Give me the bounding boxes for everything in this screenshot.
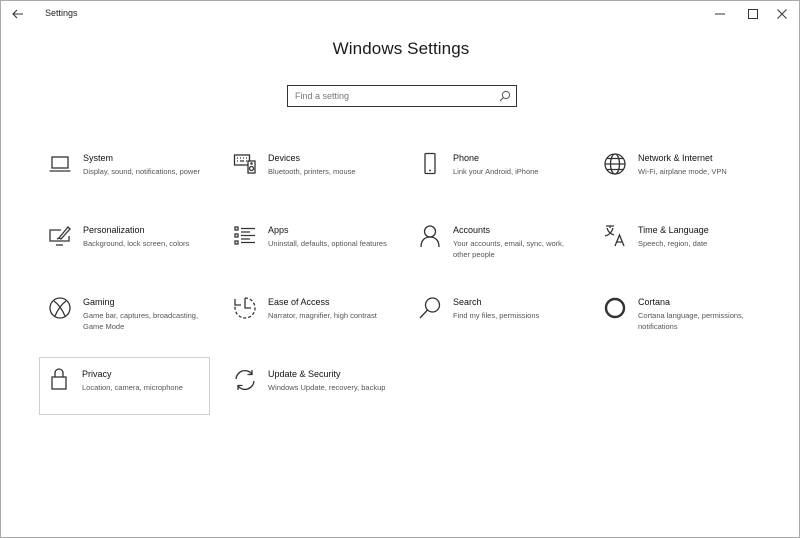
tile-title: Network & Internet [638, 153, 713, 163]
tile-accounts[interactable] [410, 224, 580, 280]
tile-search[interactable] [410, 296, 580, 352]
tile-title: Apps [268, 225, 289, 235]
tile-description: Background, lock screen, colors [83, 239, 190, 248]
tile-title: Time & Language [638, 225, 709, 235]
tile-description: Speech, region, date [638, 239, 708, 248]
tile-title: Ease of Access [268, 297, 330, 307]
globe-icon [603, 152, 627, 176]
tile-title: System [83, 153, 114, 163]
tile-description: Display, sound, notifications, power [83, 167, 201, 176]
maximize-icon [748, 9, 758, 19]
tile-system[interactable] [40, 152, 210, 208]
tile-description: Narrator, magnifier, high contrast [268, 311, 377, 320]
tile-title: Cortana [638, 297, 671, 307]
close-icon [777, 9, 787, 19]
tile-description: Game bar, captures, broadcasting, Game Mode [83, 311, 199, 331]
tile-description: Uninstall, defaults, optional features [268, 239, 387, 248]
window-title: Settings [45, 8, 78, 18]
tile-title: Accounts [453, 225, 491, 235]
tile-cortana[interactable] [595, 296, 765, 352]
tile-time-language[interactable] [595, 224, 765, 280]
cortana-circle-icon [603, 296, 627, 320]
tile-title: Update & Security [268, 369, 341, 379]
search-input[interactable] [288, 87, 488, 105]
back-arrow-icon [12, 9, 24, 19]
tile-title: Devices [268, 153, 301, 163]
ease-of-access-icon [233, 296, 257, 320]
tile-title: Search [453, 297, 482, 307]
person-icon [418, 224, 442, 248]
keyboard-speaker-icon [233, 152, 257, 176]
back-button[interactable] [7, 4, 29, 24]
tile-description: Cortana language, permissions, notifications [638, 311, 744, 331]
tile-title: Gaming [83, 297, 115, 307]
tile-network-internet[interactable] [595, 152, 765, 208]
tile-description: Find my files, permissions [453, 311, 540, 320]
close-button[interactable] [765, 3, 799, 25]
minimize-button[interactable] [703, 3, 737, 25]
laptop-icon [48, 152, 72, 176]
language-icon [603, 224, 627, 248]
tile-apps[interactable] [225, 224, 395, 280]
minimize-icon [715, 9, 725, 19]
tile-title: Phone [453, 153, 480, 163]
xbox-icon [48, 296, 72, 320]
tile-title: Personalization [83, 225, 145, 235]
phone-icon [418, 152, 442, 176]
tile-description: Wi-Fi, airplane mode, VPN [638, 167, 727, 176]
magnifier-icon [418, 296, 442, 320]
title-bar [1, 1, 799, 27]
tile-description: Link your Android, iPhone [453, 167, 539, 176]
tile-description: Location, camera, microphone [82, 383, 183, 392]
tile-description: Your accounts, email, sync, work, other people [453, 239, 565, 259]
tile-privacy[interactable] [39, 357, 210, 415]
sync-arrows-icon [233, 368, 257, 392]
app-list-icon [233, 224, 257, 248]
search-box[interactable] [287, 85, 517, 107]
page-title: Windows Settings [332, 39, 470, 58]
tile-update-security[interactable] [225, 368, 395, 424]
tile-gaming[interactable] [40, 296, 210, 352]
search-icon[interactable] [499, 90, 511, 102]
tile-personalization[interactable] [40, 224, 210, 280]
tile-description: Bluetooth, printers, mouse [268, 167, 356, 176]
tile-description: Windows Update, recovery, backup [268, 383, 386, 392]
paint-monitor-icon [48, 224, 72, 248]
tile-ease-of-access[interactable] [225, 296, 395, 352]
tile-phone[interactable] [410, 152, 580, 208]
tile-title: Privacy [82, 369, 112, 379]
tile-devices[interactable] [225, 152, 395, 208]
lock-icon [47, 367, 71, 391]
